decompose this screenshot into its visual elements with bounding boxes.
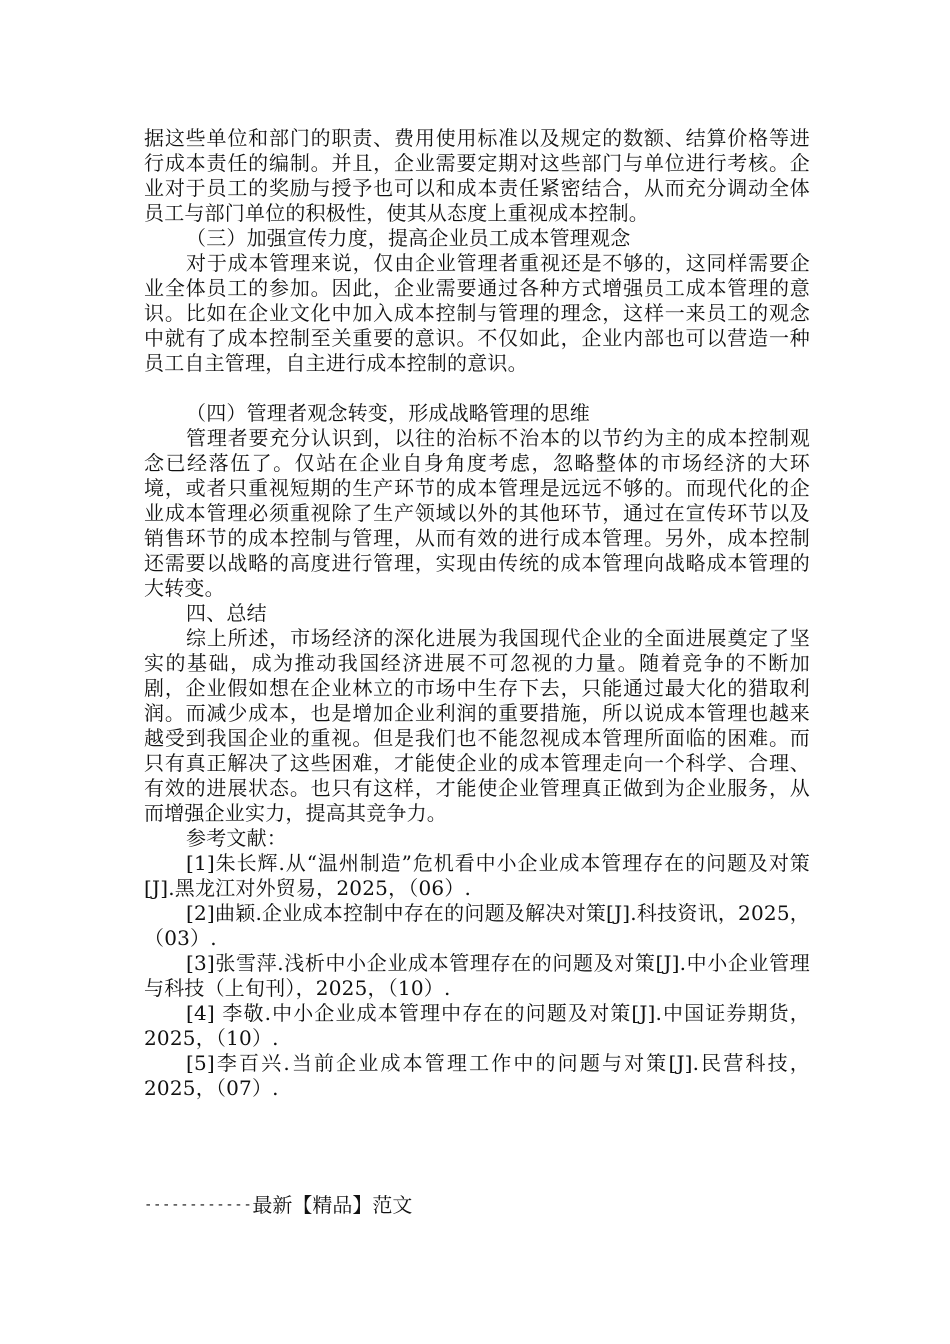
body-paragraph: 对于成本管理来说，仅由企业管理者重视还是不够的，这同样需要企业全体员工的参加。因此，企业需要通过各种方式增强员工成本管理的意识。比如在企业文化中加入成本控制与管理的理念，这样一来员工的观念中就有了成本控制至关重要的意识。不仅如此，企业内部也可以营造一种员工自主管理，自主进行成本控制的意识。 <box>144 251 810 375</box>
reference-item: [1]朱长辉.从“温州制造”危机看中小企业成本管理存在的问题及对策[J].黑龙江对外贸易，2025，（06）. <box>144 851 810 900</box>
page-footer <box>144 1193 412 1218</box>
body-paragraph: 管理者要充分认识到，以往的治标不治本的以节约为主的成本控制观念已经落伍了。仅站在企业自身角度考虑，忽略整体的市场经济的大环境，或者只重视短期的生产环节的成本管理是远远不够的。而现代化的企业成本管理必须重视除了生产领域以外的其他环节，通过在宣传环节以及销售环节的成本控制与管理，从而有效的进行成本管理。另外，成本控制还需要以战略的高度进行管理，实现由传统的成本管理向战略成本管理的大转变。 <box>144 426 810 600</box>
body-paragraph: 综上所述，市场经济的深化进展为我国现代企业的全面进展奠定了坚实的基础，成为推动我国经济进展不可忽视的力量。随着竞争的不断加剧，企业假如想在企业林立的市场中生存下去，只能通过最大化的猎取利润。而减少成本，也是增加企业利润的重要措施，所以说成本管理也越来越受到我国企业的重视。但是我们也不能忽视成本管理所面临的困难。而只有真正解决了这些困难，才能使企业的成本管理走向一个科学、合理、有效的进展状态。也只有这样，才能使企业管理真正做到为企业服务，从而增强企业实力，提高其竞争力。 <box>144 626 810 825</box>
footer-text: 最新【精品】范文 <box>252 1193 413 1217</box>
reference-item: [2]曲颖.企业成本控制中存在的问题及解决对策[J].科技资讯，2025，（03）. <box>144 901 810 950</box>
body-paragraph: 据这些单位和部门的职责、费用使用标准以及规定的数额、结算价格等进行成本责任的编制。并且，企业需要定期对这些部门与单位进行考核。企业对于员工的奖励与授予也可以和成本责任紧密结合，从而充分调动全体员工与部门单位的积极性，使其从态度上重视成本控制。 <box>144 126 810 225</box>
reference-item: [5]李百兴.当前企业成本管理工作中的问题与对策[J].民营科技，2025，（07）. <box>144 1051 810 1100</box>
section-heading: 四、总结 <box>186 601 267 625</box>
references-heading: 参考文献： <box>186 826 287 850</box>
subheading-four: （四）管理者观念转变，形成战略管理的思维 <box>186 401 590 425</box>
footer-dashes: ------------ <box>144 1197 253 1213</box>
subheading-three: （三）加强宣传力度，提高企业员工成本管理观念 <box>186 226 631 250</box>
reference-item: [3]张雪萍.浅析中小企业成本管理存在的问题及对策[J].中小企业管理与科技（上旬刊），2025，（10）. <box>144 951 810 1000</box>
paragraph-gap <box>144 376 810 401</box>
reference-item: [4] 李敬.中小企业成本管理中存在的问题及对策[J].中国证券期货，2025，（10）. <box>144 1001 810 1050</box>
document-body <box>144 126 810 1101</box>
